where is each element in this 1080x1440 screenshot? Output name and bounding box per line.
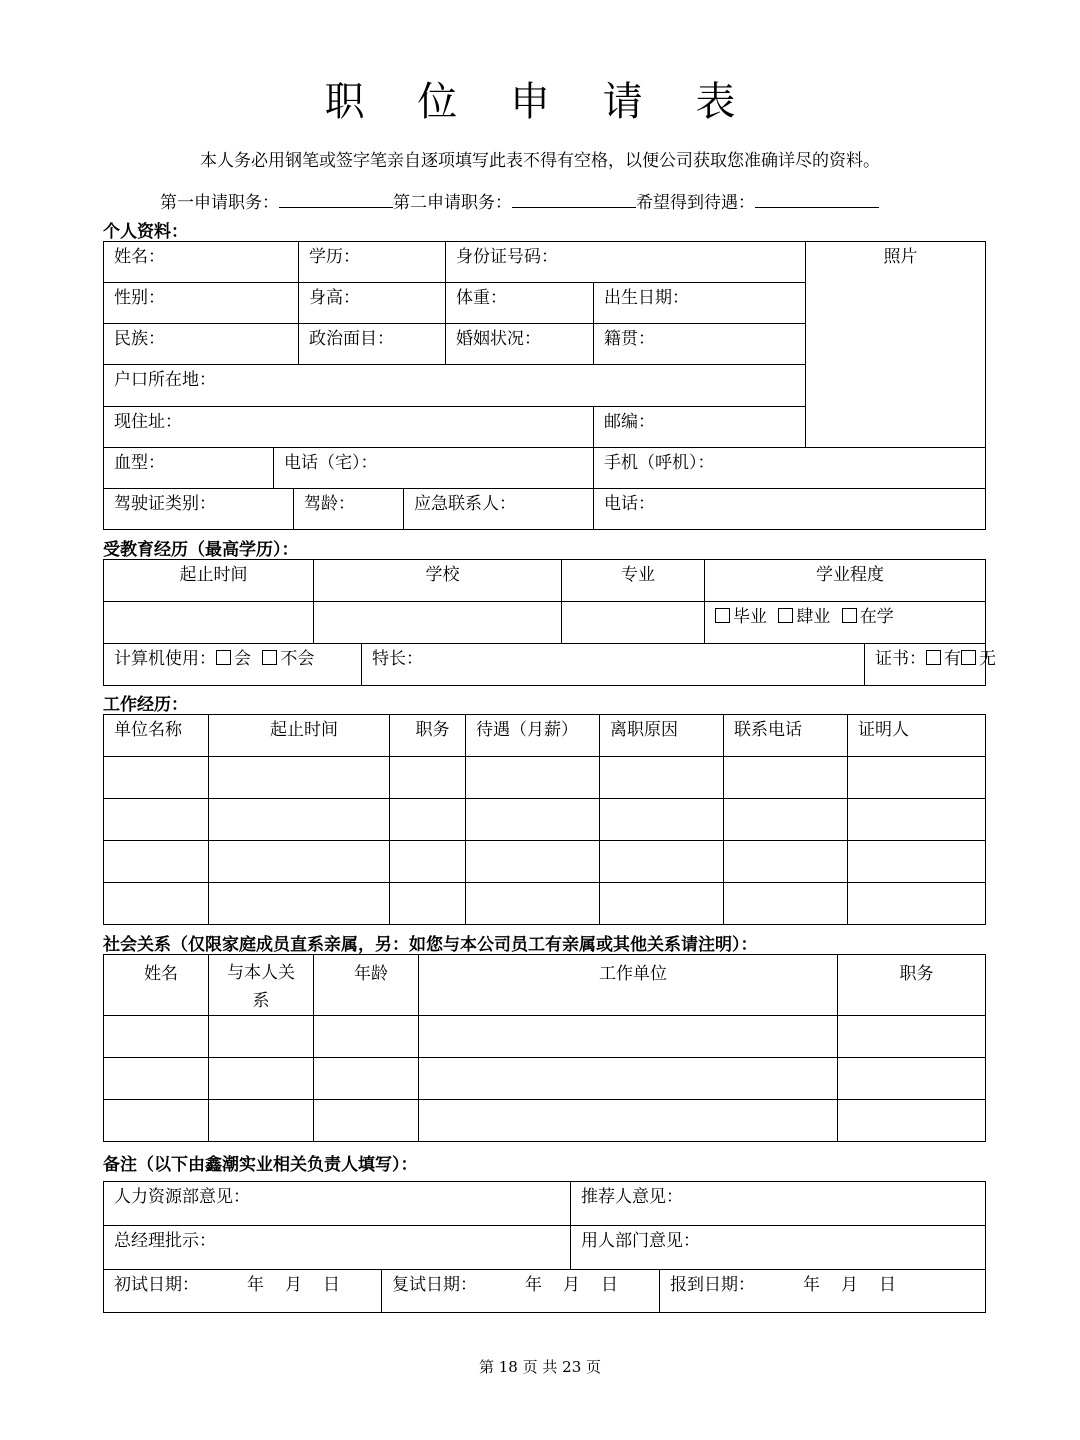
table-cell[interactable] bbox=[724, 841, 848, 883]
date-year-label: 年 bbox=[803, 1275, 820, 1295]
table-cell[interactable] bbox=[390, 757, 466, 799]
table-cell[interactable] bbox=[104, 1100, 209, 1142]
edu-major-cell[interactable] bbox=[562, 602, 705, 644]
table-cell[interactable] bbox=[600, 883, 724, 925]
second-position-label: 第二申请职务： bbox=[393, 193, 512, 213]
first-position-label: 第一申请职务： bbox=[160, 193, 279, 213]
hr-opinion-field[interactable]: 人力资源部意见： bbox=[104, 1182, 571, 1226]
social-header-employer: 工作单位 bbox=[419, 955, 838, 1016]
date-year-label: 年 bbox=[247, 1275, 264, 1295]
table-cell[interactable] bbox=[314, 1058, 419, 1100]
computer-yes-checkbox[interactable] bbox=[216, 650, 231, 665]
work-header-salary: 待遇（月薪） bbox=[466, 715, 600, 757]
dept-opinion-field[interactable]: 用人部门意见： bbox=[571, 1226, 986, 1270]
id-number-field[interactable]: 身份证号码： bbox=[446, 242, 806, 283]
work-table bbox=[103, 714, 986, 925]
mobile-field[interactable]: 手机（呼机）： bbox=[594, 448, 986, 489]
graduated-label: 毕业 bbox=[733, 607, 767, 627]
incomplete-label: 肆业 bbox=[796, 607, 831, 627]
second-position-field[interactable] bbox=[512, 191, 636, 208]
date-day-label: 日 bbox=[879, 1275, 896, 1295]
table-cell[interactable] bbox=[390, 883, 466, 925]
referrer-opinion-field[interactable]: 推荐人意见： bbox=[571, 1182, 986, 1226]
remarks-table bbox=[103, 1181, 986, 1313]
date-day-label: 日 bbox=[601, 1275, 618, 1295]
table-cell[interactable] bbox=[724, 757, 848, 799]
computer-no-checkbox[interactable] bbox=[262, 650, 277, 665]
computer-skill-cell bbox=[104, 644, 362, 686]
driving-years-field[interactable]: 驾龄： bbox=[294, 489, 404, 530]
emergency-contact-field[interactable]: 应急联系人： bbox=[404, 489, 594, 530]
emergency-phone-field[interactable]: 电话： bbox=[594, 489, 986, 530]
certificate-yes-checkbox[interactable] bbox=[926, 650, 941, 665]
home-phone-field[interactable]: 电话（宅）： bbox=[274, 448, 594, 489]
personal-info-table bbox=[103, 241, 986, 530]
native-place-field[interactable]: 籍贯： bbox=[594, 324, 806, 365]
footer-suffix: 页 bbox=[586, 1358, 602, 1376]
certificate-label: 证书： bbox=[875, 649, 926, 669]
blood-type-field[interactable]: 血型： bbox=[104, 448, 274, 489]
application-line bbox=[160, 188, 879, 213]
computer-skill-label: 计算机使用： bbox=[114, 649, 216, 669]
table-cell[interactable] bbox=[104, 841, 209, 883]
date-day-label: 日 bbox=[323, 1275, 340, 1295]
social-row bbox=[104, 1016, 986, 1058]
table-cell[interactable] bbox=[724, 883, 848, 925]
first-interview-label: 初试日期： bbox=[114, 1275, 199, 1295]
date-month-label: 月 bbox=[563, 1275, 580, 1295]
edu-header-level: 学业程度 bbox=[705, 560, 986, 602]
edu-school-cell[interactable] bbox=[314, 602, 562, 644]
table-cell[interactable] bbox=[419, 1058, 838, 1100]
expected-salary-field[interactable] bbox=[755, 191, 879, 208]
work-header-phone: 联系电话 bbox=[724, 715, 848, 757]
table-cell[interactable] bbox=[848, 757, 986, 799]
certificate-cell bbox=[865, 644, 996, 686]
work-row bbox=[104, 799, 986, 841]
work-header-period: 起止时间 bbox=[209, 715, 390, 757]
report-date-label: 报到日期： bbox=[670, 1275, 755, 1295]
table-cell[interactable] bbox=[838, 1058, 986, 1100]
table-cell[interactable] bbox=[600, 757, 724, 799]
edu-period-cell[interactable] bbox=[104, 602, 314, 644]
table-cell[interactable] bbox=[209, 757, 390, 799]
social-heading: 社会关系（仅限家庭成员直系亲属，另：如您与本公司员工有亲属或其他关系请注明）： bbox=[103, 935, 758, 955]
second-interview-label: 复试日期： bbox=[392, 1275, 477, 1295]
table-cell[interactable] bbox=[848, 883, 986, 925]
edu-level-cell bbox=[705, 602, 986, 644]
social-row bbox=[104, 1058, 986, 1100]
studying-label: 在学 bbox=[859, 607, 894, 627]
social-header-age: 年龄 bbox=[314, 955, 419, 1016]
work-row bbox=[104, 883, 986, 925]
social-rows bbox=[104, 1016, 986, 1142]
table-cell[interactable] bbox=[104, 799, 209, 841]
table-cell[interactable] bbox=[314, 1016, 419, 1058]
expected-salary-label: 希望得到待遇： bbox=[636, 193, 755, 213]
date-year-label: 年 bbox=[525, 1275, 542, 1295]
gender-field[interactable]: 性别： bbox=[104, 283, 299, 324]
table-cell[interactable] bbox=[209, 1100, 314, 1142]
work-header-company: 单位名称 bbox=[104, 715, 209, 757]
remarks-heading: 备注（以下由鑫潮实业相关负责人填写）： bbox=[103, 1155, 418, 1175]
studying-checkbox[interactable] bbox=[842, 608, 857, 623]
total-page-count: 23 bbox=[562, 1358, 582, 1376]
current-page-number: 18 bbox=[498, 1358, 518, 1376]
graduated-checkbox[interactable] bbox=[715, 608, 730, 623]
social-header-position: 职务 bbox=[838, 955, 986, 1016]
hukou-field[interactable]: 户口所在地： bbox=[104, 365, 806, 407]
table-cell[interactable] bbox=[209, 883, 390, 925]
education-table bbox=[103, 559, 996, 686]
social-header-name: 姓名 bbox=[104, 955, 209, 1016]
current-address-field[interactable]: 现住址： bbox=[104, 407, 594, 448]
table-cell[interactable] bbox=[104, 1016, 209, 1058]
table-cell[interactable] bbox=[209, 799, 390, 841]
edu-header-major: 专业 bbox=[562, 560, 705, 602]
computer-yes-label: 会 bbox=[234, 649, 251, 669]
work-heading: 工作经历： bbox=[103, 695, 188, 715]
footer-middle: 页 共 bbox=[522, 1358, 558, 1376]
table-cell[interactable] bbox=[419, 1016, 838, 1058]
table-cell[interactable] bbox=[466, 883, 600, 925]
social-row bbox=[104, 1100, 986, 1142]
height-field[interactable]: 身高： bbox=[299, 283, 446, 324]
table-cell[interactable] bbox=[390, 799, 466, 841]
work-rows bbox=[104, 757, 986, 925]
work-header-reason: 离职原因 bbox=[600, 715, 724, 757]
first-position-field[interactable] bbox=[279, 191, 393, 208]
license-type-field[interactable]: 驾驶证类别： bbox=[104, 489, 294, 530]
work-row bbox=[104, 841, 986, 883]
table-cell[interactable] bbox=[209, 1016, 314, 1058]
birth-date-field[interactable]: 出生日期： bbox=[594, 283, 806, 324]
table-cell[interactable] bbox=[848, 841, 986, 883]
table-cell[interactable] bbox=[466, 841, 600, 883]
certificate-yes-label: 有 bbox=[944, 649, 961, 669]
certificate-no-label: 无 bbox=[979, 649, 996, 669]
postcode-field[interactable]: 邮编： bbox=[594, 407, 806, 448]
table-cell[interactable] bbox=[848, 799, 986, 841]
weight-field[interactable]: 体重： bbox=[446, 283, 594, 324]
table-cell[interactable] bbox=[104, 883, 209, 925]
certificate-no-checkbox[interactable] bbox=[961, 650, 976, 665]
work-row bbox=[104, 757, 986, 799]
footer-prefix: 第 bbox=[478, 1358, 494, 1376]
education-field[interactable]: 学历： bbox=[299, 242, 446, 283]
computer-no-label: 不会 bbox=[280, 649, 315, 669]
marital-status-field[interactable]: 婚姻状况： bbox=[446, 324, 594, 365]
photo-box[interactable]: 照片 bbox=[806, 242, 986, 448]
table-cell[interactable] bbox=[838, 1100, 986, 1142]
table-cell[interactable] bbox=[209, 841, 390, 883]
date-month-label: 月 bbox=[841, 1275, 858, 1295]
personal-info-heading: 个人资料： bbox=[103, 222, 188, 242]
specialty-field[interactable]: 特长： bbox=[362, 644, 865, 686]
table-cell[interactable] bbox=[390, 841, 466, 883]
table-cell[interactable] bbox=[314, 1100, 419, 1142]
name-field[interactable]: 姓名： bbox=[104, 242, 299, 283]
table-cell[interactable] bbox=[600, 799, 724, 841]
edu-header-school: 学校 bbox=[314, 560, 562, 602]
date-month-label: 月 bbox=[285, 1275, 302, 1295]
work-header-reference: 证明人 bbox=[848, 715, 986, 757]
second-interview-date-field[interactable] bbox=[382, 1270, 660, 1313]
political-status-field[interactable]: 政治面目： bbox=[299, 324, 446, 365]
table-cell[interactable] bbox=[104, 757, 209, 799]
first-interview-date-field[interactable] bbox=[104, 1270, 382, 1313]
incomplete-checkbox[interactable] bbox=[778, 608, 793, 623]
table-cell[interactable] bbox=[419, 1100, 838, 1142]
table-cell[interactable] bbox=[724, 799, 848, 841]
table-cell[interactable] bbox=[838, 1016, 986, 1058]
table-cell[interactable] bbox=[466, 757, 600, 799]
edu-header-period: 起止时间 bbox=[104, 560, 314, 602]
ethnicity-field[interactable]: 民族： bbox=[104, 324, 299, 365]
table-cell[interactable] bbox=[104, 1058, 209, 1100]
page-title: 职 位 申 请 表 bbox=[324, 79, 756, 125]
table-cell[interactable] bbox=[600, 841, 724, 883]
report-date-field[interactable] bbox=[660, 1270, 986, 1313]
education-heading: 受教育经历（最高学历）： bbox=[103, 540, 299, 560]
page-footer bbox=[0, 1356, 1080, 1377]
gm-approval-field[interactable]: 总经理批示： bbox=[104, 1226, 571, 1270]
table-cell[interactable] bbox=[209, 1058, 314, 1100]
work-header-position: 职务 bbox=[390, 715, 466, 757]
social-table bbox=[103, 954, 986, 1142]
social-header-relation: 与本人关系 bbox=[209, 955, 314, 1016]
instruction-text: 本人务必用钢笔或签字笔亲自逐项填写此表不得有空格，以便公司获取您准确详尽的资料。 bbox=[200, 151, 880, 171]
table-cell[interactable] bbox=[466, 799, 600, 841]
